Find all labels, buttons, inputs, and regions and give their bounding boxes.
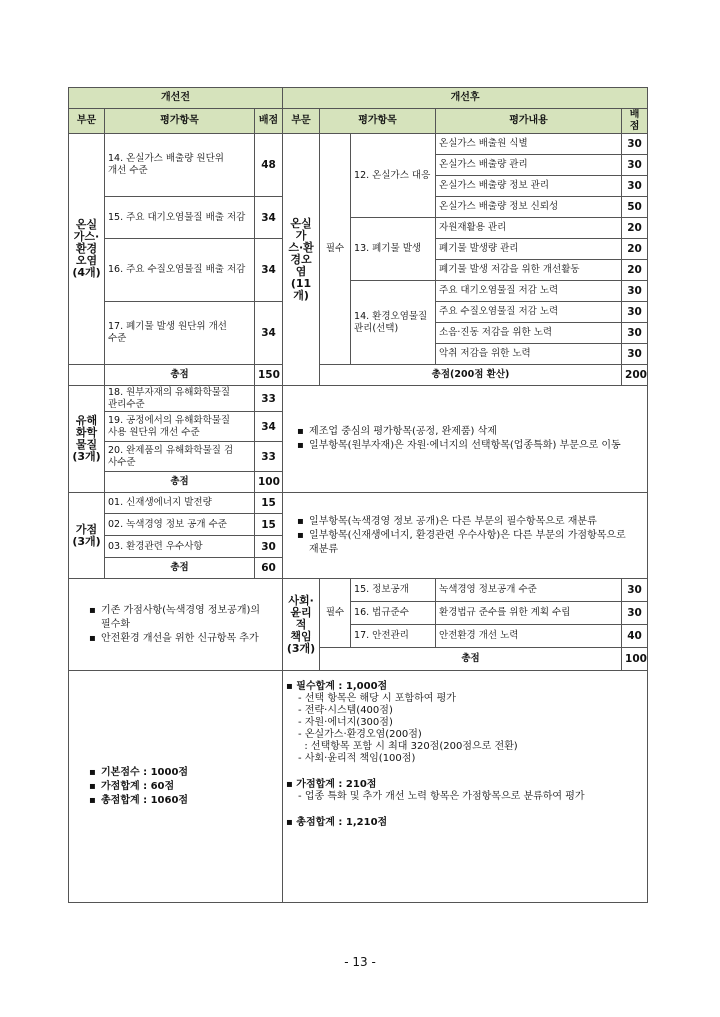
bonus-before-section: 가점 (3개) [69, 493, 105, 579]
env-after-score: 30 [622, 323, 648, 344]
social-after-content: 녹색경영 정보공개 수준 [436, 579, 622, 602]
hazard-before-total: 100 [255, 472, 283, 493]
env-after-group-14: 14. 환경오염물질 관리(선택) [351, 281, 436, 365]
bonus-before-item-01: 01. 신재생에너지 발전량 [105, 493, 255, 514]
comparison-table [68, 87, 648, 903]
hazard-note: ▪ 제조업 중심의 평가항목(공정, 완제품) 삭제 [309, 425, 635, 439]
env-before-score-16: 34 [255, 239, 283, 302]
env-after-content: 폐기물 발생 저감을 위한 개선활동 [436, 260, 622, 281]
bonus-total: ▪ 가점합계 : 210점 [286, 779, 644, 791]
hazard-notes [283, 386, 648, 493]
required-line: - 온실가스·환경오염(200점) [298, 729, 422, 740]
social-after-required: 필수 [320, 579, 351, 648]
hazard-before-item-20: 20. 완제품의 유해화학물질 검 사수준 [105, 442, 255, 472]
required-line: - 사회·윤리적 책임(100점) [298, 753, 416, 764]
col-score: 배점 [255, 109, 283, 134]
env-after-score: 20 [622, 260, 648, 281]
env-after-content: 폐기물 발생량 관리 [436, 239, 622, 260]
hazard-before-score-20: 33 [255, 442, 283, 472]
bonus-before-score-03: 30 [255, 536, 283, 558]
env-before-item-16: 16. 주요 수질오염물질 배출 저감 [105, 239, 255, 302]
env-after-content: 소음·진동 저감을 위한 노력 [436, 323, 622, 344]
bonus-line: - 업종 특화 및 추가 개선 노력 항목은 가점항목으로 분류하여 평가 [298, 791, 585, 802]
env-after-score: 30 [622, 281, 648, 302]
env-before-total-label: 총점 [105, 365, 255, 386]
col-section-after: 부문 [283, 109, 320, 134]
grand-total: ▪ 총점합계 : 1,210점 [286, 817, 644, 829]
env-after-score: 30 [622, 134, 648, 155]
env-after-score: 20 [622, 239, 648, 260]
hazard-note: ▪ 일부항목(원부자재)은 자원·에너지의 선택항목(업종특화) 부문으로 이동 [309, 439, 635, 453]
env-after-score: 50 [622, 197, 648, 218]
env-after-required: 필수 [320, 134, 351, 365]
hazard-before-item-19: 19. 공정에서의 유해화학물질 사용 원단위 개선 수준 [105, 412, 255, 442]
env-before-score-14: 48 [255, 134, 283, 197]
social-after-section: 사회· 윤리적 책임 (3개) [283, 579, 320, 671]
required-total: ▪ 필수합계 : 1,000점 [286, 681, 644, 693]
required-line: - 전략·시스템(400점) [298, 705, 393, 716]
hazard-before-section: 유해 화학 물질 (3개) [69, 386, 105, 493]
bonus-before-score-02: 15 [255, 514, 283, 536]
env-after-content: 주요 수질오염물질 저감 노력 [436, 302, 622, 323]
env-before-total: 150 [255, 365, 283, 386]
social-after-content: 안전환경 개선 노력 [436, 625, 622, 648]
header-before: 개선전 [69, 88, 283, 109]
env-after-score: 30 [622, 344, 648, 365]
env-after-total-label: 총점(200점 환산) [320, 365, 622, 386]
env-after-score: 30 [622, 155, 648, 176]
social-notes [69, 579, 283, 671]
summary-before-line: ▪ 가점합계 : 60점 [101, 780, 272, 794]
hazard-before-total-label: 총점 [105, 472, 255, 493]
bonus-note: ▪ 일부항목(녹색경영 정보 공개)은 다른 부문의 필수항목으로 재분류 [309, 515, 635, 529]
env-after-score: 20 [622, 218, 648, 239]
social-after-item-15: 15. 정보공개 [351, 579, 436, 602]
col-section: 부문 [69, 109, 105, 134]
env-before-item-17: 17. 폐기물 발생 원단위 개선 수준 [105, 302, 255, 365]
env-before-score-15: 34 [255, 197, 283, 239]
social-after-total: 100 [622, 648, 648, 671]
col-score-after: 배점 [622, 109, 648, 134]
social-after-total-label: 총점 [320, 648, 622, 671]
env-after-content: 주요 대기오염물질 저감 노력 [436, 281, 622, 302]
summary-after [283, 671, 648, 903]
hazard-before-item-18: 18. 원부자재의 유해화학물질 관리수준 [105, 386, 255, 412]
summary-before-line: ▪ 총점합계 : 1060점 [101, 794, 272, 808]
bonus-before-item-03: 03. 환경관련 우수사항 [105, 536, 255, 558]
col-item-after: 평가항목 [320, 109, 436, 134]
col-item: 평가항목 [105, 109, 255, 134]
social-after-score: 40 [622, 625, 648, 648]
bonus-before-total: 60 [255, 558, 283, 579]
env-after-content: 온실가스 배출량 관리 [436, 155, 622, 176]
summary-before [69, 671, 283, 903]
required-line: - 선택 항목은 해당 시 포함하여 평가 [298, 693, 456, 704]
required-line: - 자원·에너지(300점) [298, 717, 393, 728]
bonus-before-score-01: 15 [255, 493, 283, 514]
env-after-content: 자원재활용 관리 [436, 218, 622, 239]
hazard-before-score-18: 33 [255, 386, 283, 412]
col-content: 평가내용 [436, 109, 622, 134]
social-note: ▪ 기존 가점사항(녹색경영 정보공개)의 필수화 [101, 604, 272, 632]
env-before-score-17: 34 [255, 302, 283, 365]
env-after-content: 온실가스 배출원 식별 [436, 134, 622, 155]
env-before-item-14: 14. 온실가스 배출량 원단위 개선 수준 [105, 134, 255, 197]
env-after-total: 200 [622, 365, 648, 386]
header-after: 개선후 [283, 88, 648, 109]
bonus-before-total-label: 총점 [105, 558, 255, 579]
page-number: - 13 - [344, 955, 376, 969]
env-after-group-13: 13. 폐기물 발생 [351, 218, 436, 281]
social-after-content: 환경법규 준수를 위한 계획 수립 [436, 602, 622, 625]
social-after-item-17: 17. 안전관리 [351, 625, 436, 648]
social-after-score: 30 [622, 602, 648, 625]
hazard-before-score-19: 34 [255, 412, 283, 442]
env-after-content: 악취 저감을 위한 노력 [436, 344, 622, 365]
social-after-score: 30 [622, 579, 648, 602]
env-before-section: 온실 가스· 환경 오염 (4개) [69, 134, 105, 365]
social-note: ▪ 안전환경 개선을 위한 신규항목 추가 [101, 632, 272, 646]
env-after-score: 30 [622, 176, 648, 197]
env-before-item-15: 15. 주요 대기오염물질 배출 저감 [105, 197, 255, 239]
bonus-note: ▪ 일부항목(신재생에너지, 환경관련 우수사항)은 다른 부문의 가점항목으로 재분류 [309, 529, 635, 557]
env-after-content: 온실가스 배출량 정보 신뢰성 [436, 197, 622, 218]
env-after-group-12: 12. 온실가스 대응 [351, 134, 436, 218]
bonus-notes [283, 493, 648, 579]
env-after-content: 온실가스 배출량 정보 관리 [436, 176, 622, 197]
required-line: : 선택항목 포함 시 최대 320점(200점으로 전환) [298, 741, 518, 752]
summary-before-line: ▪ 기본점수 : 1000점 [101, 766, 272, 780]
env-after-score: 30 [622, 302, 648, 323]
social-after-item-16: 16. 법규준수 [351, 602, 436, 625]
bonus-before-item-02: 02. 녹색경영 정보 공개 수준 [105, 514, 255, 536]
env-after-section: 온실가 스·환 경오염 (11개) [283, 134, 320, 386]
